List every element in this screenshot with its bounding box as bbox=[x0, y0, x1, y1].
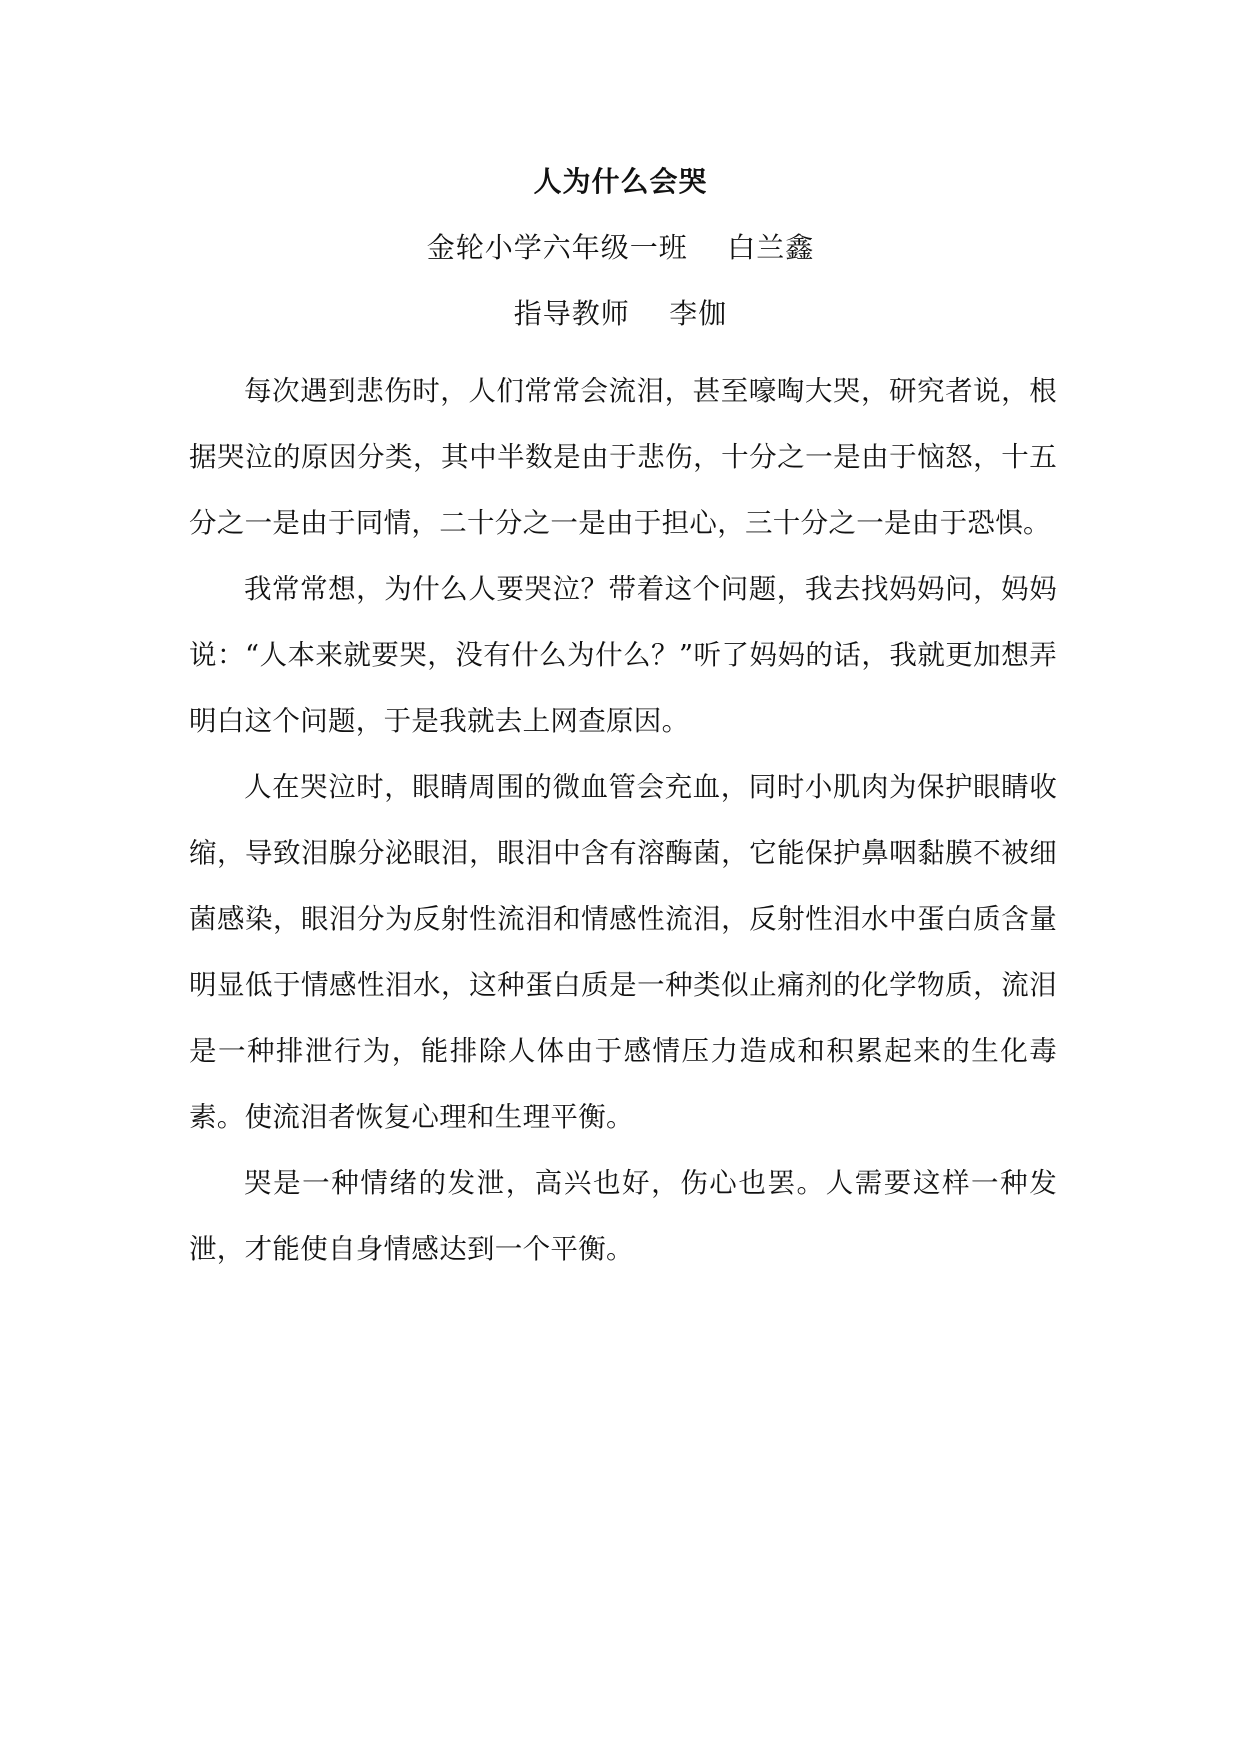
paragraph-4: 哭是一种情绪的发泄，高兴也好，伤心也罢。人需要这样一种发泄，才能使自身情感达到一个平衡。 bbox=[189, 1167, 1057, 1265]
paragraph-2: 我常常想，为什么人要哭泣？带着这个问题，我去找妈妈问，妈妈说：“人本来就要哭，没有什么为什么？”听了妈妈的话，我就更加想弄明白这个问题，于是我就去上网查原因。 bbox=[189, 573, 1057, 737]
document-title: 人为什么会哭 bbox=[533, 165, 708, 198]
teacher-line: 指导教师 李伽 bbox=[513, 297, 728, 330]
paragraph-3: 人在哭泣时，眼睛周围的微血管会充血，同时小肌肉为保护眼睛收缩，导致泪腺分泌眼泪，眼泪中含有溶酶菌，它能保护鼻咽黏膜不被细菌感染，眼泪分为反射性流泪和情感性流泪，反射性泪水中蛋白质含量明显低于情感性泪水，这种蛋白质是一种类似止痛剂的化学物质，流泪是一种排泄行为，能排除人体由于感情压力造成和积累起来的生化毒素。使流泪者恢复心理和生理平衡。 bbox=[189, 771, 1057, 1133]
paragraph-1: 每次遇到悲伤时，人们常常会流泪，甚至嚎啕大哭，研究者说，根据哭泣的原因分类，其中半数是由于悲伤，十分之一是由于恼怒，十五分之一是由于同情，二十分之一是由于担心，三十分之一是由于恐惧。 bbox=[189, 375, 1057, 539]
author-line: 金轮小学六年级一班 白兰鑫 bbox=[426, 231, 815, 264]
article-body bbox=[189, 358, 1057, 1282]
